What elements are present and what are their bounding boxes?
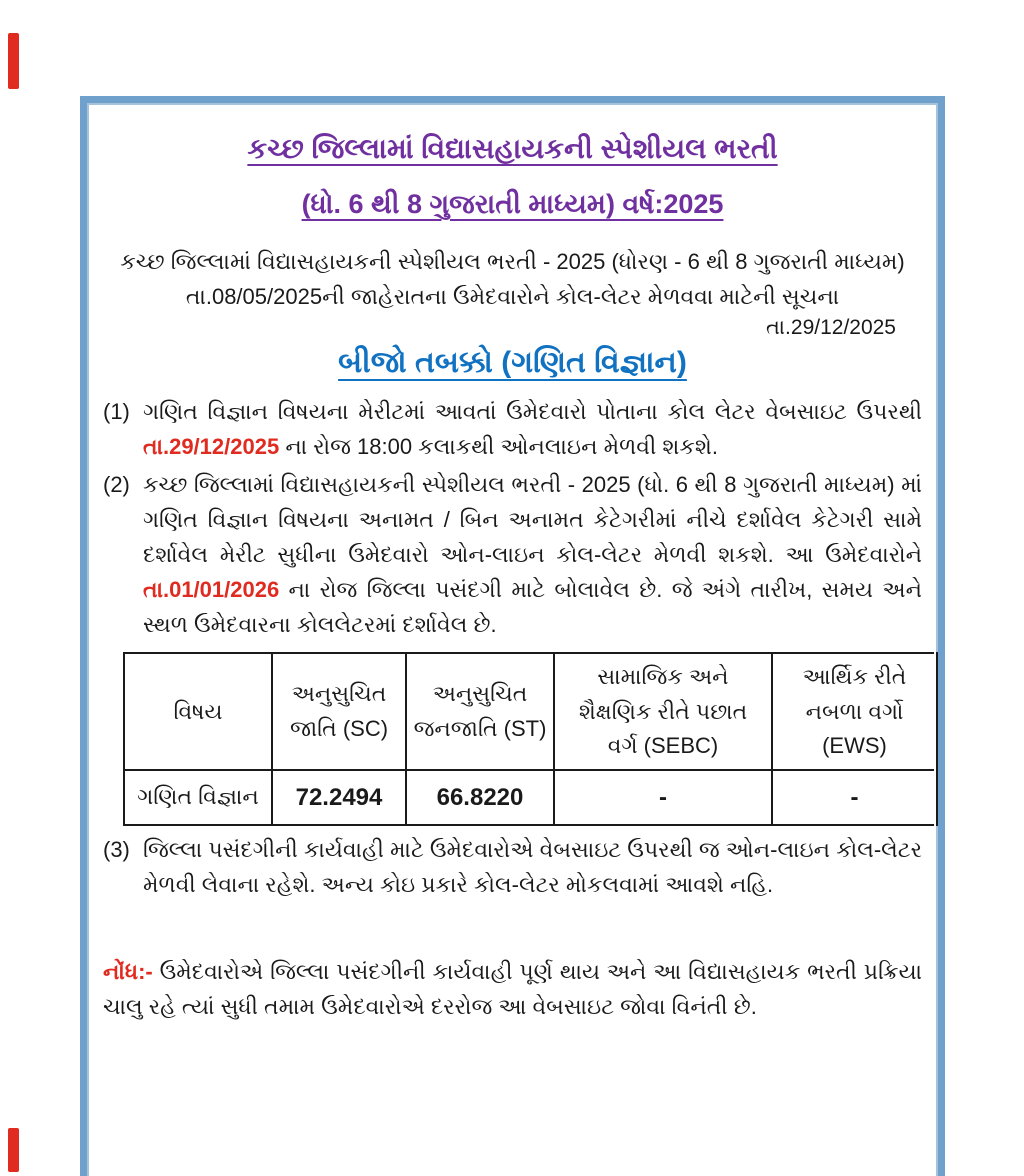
cell-ews-merit: - xyxy=(772,770,937,825)
notice-items xyxy=(101,394,924,902)
item-text-before: ગણિત વિજ્ઞાન વિષયના મેરીટમાં આવતાં ઉમેદવારો પોતાના કોલ લેટર વેબસાઇટ ઉપરથી xyxy=(143,399,922,425)
cell-subject: ગણિત વિજ્ઞાન xyxy=(124,770,272,825)
notice-date: તા.29/12/2025 xyxy=(765,316,896,340)
table-row xyxy=(124,770,937,825)
header-ews: આર્થિક રીતે નબળા વર્ગો (EWS) xyxy=(772,653,937,769)
header-sc: અનુસુચિત જાતિ (SC) xyxy=(272,653,406,769)
notice-intro-paragraph: કચ્છ જિલ્લામાં વિદ્યાસહાયકની સ્પેશીયલ ભરતી - 2025 (ધોરણ - 6 થી 8 ગુજરાતી માધ્યમ) તા.08/05/2025ની જાહેરાતના ઉમેદવારોને કોલ-લેટર મેળવવા માટેની સૂચના xyxy=(120,248,905,309)
cell-sc-merit: 72.2494 xyxy=(272,770,406,825)
item-number: (3) xyxy=(103,836,130,862)
table-header-row xyxy=(124,653,937,769)
red-corner-mark-bottom xyxy=(8,1128,19,1172)
item-number: (2) xyxy=(103,471,130,497)
item-text-after: ના રોજ જિલ્લા પસંદગી માટે બોલાવેલ છે. જે અંગે તારીખ, સમય અને સ્થળ ઉમેદવારના કોલલેટરમાં દર્શાવેલ છે. xyxy=(143,577,922,638)
merit-cutoff-table xyxy=(123,652,938,825)
notice-content xyxy=(87,103,938,1176)
cell-sebc-merit: - xyxy=(554,770,772,825)
red-corner-mark-top xyxy=(8,33,19,89)
note-text: ઉમેદવારોએ જિલ્લા પસંદગીની કાર્યવાહી પૂર્ણ થાય અને આ વિદ્યાસહાયક ભરતી પ્રક્રિયા ચાલુ રહે ત્યાં સુધી તમામ ઉમેદવારોએ દરરોજ આ વેબસાઇટ જોવા વિનંતી છે. xyxy=(103,959,922,1020)
list-item-2 xyxy=(103,467,922,643)
notice-border-frame xyxy=(80,96,945,1176)
cell-st-merit: 66.8220 xyxy=(406,770,554,825)
list-item-1 xyxy=(103,394,922,464)
item-text-before: જિલ્લા પસંદગીની કાર્યવાહી માટે ઉમેદવારોએ વેબસાઇટ ઉપરથી જ ઓન-લાઇન કોલ-લેટર મેળવી લેવાના રહેશે. અન્ય કોઇ પ્રકારે કોલ-લેટર મોકલવામાં આવશે નહિ. xyxy=(143,836,922,898)
section-heading: બીજો તબક્કો (ગણિત વિજ્ઞાન) xyxy=(338,346,687,380)
header-sebc: સામાજિક અને શૈક્ષણિક રીતે પછાત વર્ગ (SEBC) xyxy=(554,653,772,769)
header-st: અનુસુચિત જનજાતિ (ST) xyxy=(406,653,554,769)
notice-title-line1: કચ્છ જિલ્લામાં વિદ્યાસહાયકની સ્પેશીયલ ભરતી xyxy=(247,133,778,164)
highlight-date: તા.29/12/2025 xyxy=(143,434,280,460)
note-paragraph xyxy=(103,954,922,1024)
notice-title-line2: (ધો. 6 થી 8 ગુજરાતી માધ્યમ) વર્ષ:2025 xyxy=(301,189,724,219)
item-text-after: ના રોજ 18:00 કલાકથી ઓનલાઇન મેળવી શકશે. xyxy=(279,434,718,460)
header-subject: વિષય xyxy=(124,653,272,769)
item-number: (1) xyxy=(103,399,130,425)
item-text-before: કચ્છ જિલ્લામાં વિદ્યાસહાયકની સ્પેશીયલ ભરતી - 2025 (ધો. 6 થી 8 ગુજરાતી માધ્યમ) માં ગણિત વિજ્ઞાન વિષયના અનામત / બિન અનામત કેટેગરીમાં નીચે દર્શાવેલ કેટેગરી સામે દર્શાવેલ મેરીટ સુધીના ઉમેદવારો ઓન-લાઇન કોલ-લેટર મેળવી શકશે. આ ઉમેદવારોને xyxy=(143,471,922,567)
highlight-date: તા.01/01/2026 xyxy=(143,577,280,603)
list-item-3 xyxy=(103,832,922,902)
item-text xyxy=(143,394,922,464)
item-text xyxy=(143,832,922,902)
item-text xyxy=(143,467,922,643)
note-label: નોંધ:- xyxy=(103,959,153,985)
